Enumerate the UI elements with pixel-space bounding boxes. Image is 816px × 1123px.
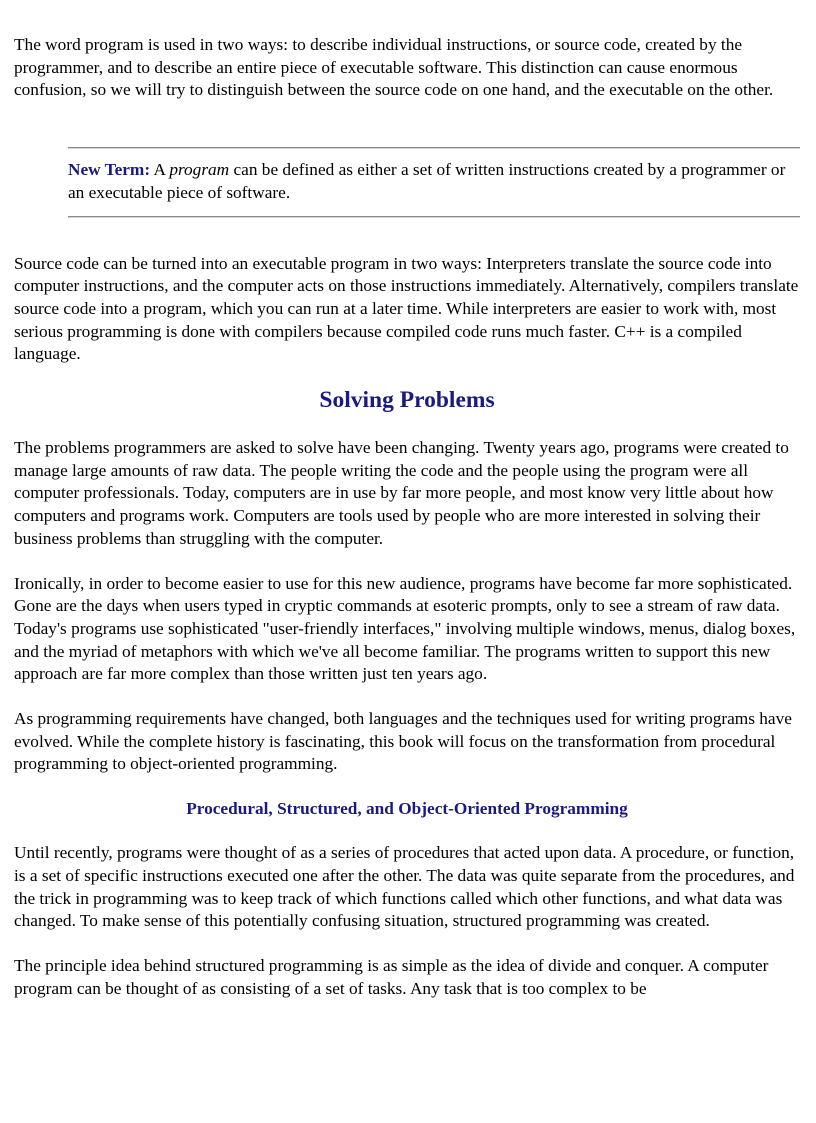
paragraph-source-code: Source code can be turned into an executable program in two ways: Interpreters translate the source code into computer instructions, and the computer acts on those instructions immediately. Alternatively, compilers translate source code into a program, which you can run at a later time. While interpreters are easier to work with, most serious programming is done with compilers because compiled code runs much faster. C++ is a compiled language.	[14, 253, 799, 364]
divider-top	[68, 147, 800, 149]
divider-bottom	[68, 216, 800, 218]
paragraph-principle: The principle idea behind structured programming is as simple as the idea of divide and conquer. A computer program can be thought of as consisting of a set of tasks. Any task that is too complex to be	[14, 955, 769, 998]
new-term-box	[68, 147, 800, 217]
paragraph-until-recently: Until recently, programs were thought of as a series of procedures that acted upon data. A procedure, or function, is a set of specific instructions executed one after the other. The data was quite separate from the procedures, and the trick in programming was to keep track of which functions called which other functions, and what data was changed. To make sense of this potentially confusing situation, structured programming was created.	[14, 843, 795, 931]
new-term-prefix: A	[153, 160, 165, 180]
heading-procedural: Procedural, Structured, and Object-Oriented Programming	[186, 799, 628, 819]
paragraph-ironically: Ironically, in order to become easier to use for this new audience, programs have become far more sophisticated. Gone are the days when users typed in cryptic commands at esoteric prompts, only to see a stream of raw data. Today's programs use sophisticated "user-friendly interfaces," involving multiple windows, menus, dialog boxes, and the myriad of metaphors with which we've all become familiar. The programs written to support this new approach are far more complex than those written just ten years ago.	[14, 573, 796, 684]
paragraph-problems: The problems programmers are asked to solve have been changing. Twenty years ago, programs were created to manage large amounts of raw data. The people writing the code and the people using the program were all computer professionals. Today, computers are in use by far more people, and most know very little about how computers and programs work. Computers are tools used by people who are more interested in solving their business problems than struggling with the computer.	[14, 438, 789, 548]
paragraph-requirements: As programming requirements have changed, both languages and the techniques used for writing programs have evolved. While the complete history is fascinating, this book will focus on the transformation from procedural programming to object-oriented programming.	[14, 709, 792, 774]
new-term-definition: can be defined as either a set of written instructions created by a programmer or an executable piece of software.	[68, 160, 786, 202]
new-term-text	[68, 159, 800, 204]
paragraph-intro: The word program is used in two ways: to describe individual instructions, or source code, created by the programmer, and to describe an entire piece of executable software. This distinction can cause enormous confusion, so we will try to distinguish between the source code on one hand, and the executable on the other.	[14, 35, 774, 100]
new-term-word: program	[169, 160, 230, 180]
new-term-label: New Term:	[68, 160, 151, 180]
heading-solving-problems: Solving Problems	[319, 387, 495, 414]
document-page	[14, 34, 800, 1000]
